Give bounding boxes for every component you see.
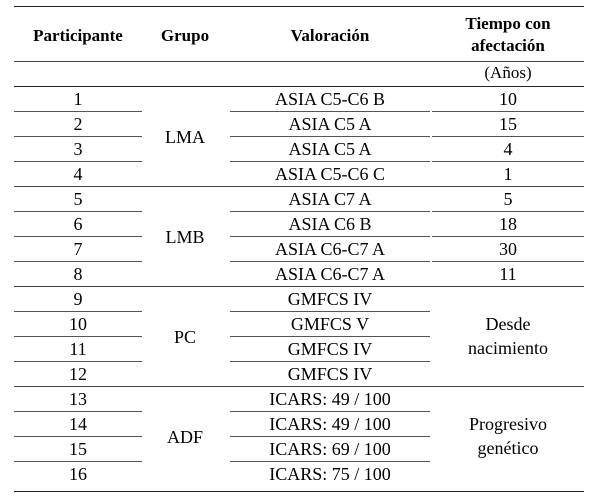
group-cell: LMA [165,127,205,147]
header-participant: Participante [33,26,123,45]
participant-cell: 15 [69,439,87,459]
time-merged-line1: Progresivo [469,414,547,434]
participant-cell: 2 [73,114,83,134]
participant-cell: 11 [69,339,87,359]
time-merged-line2: nacimiento [468,338,548,358]
participant-cell: 9 [73,289,83,309]
group-cell: ADF [166,427,203,447]
assessment-cell: GMFCS IV [287,339,373,359]
assessment-cell: ASIA C6-C7 A [274,239,386,259]
time-cell: 4 [503,139,513,159]
assessment-cell: GMFCS IV [287,364,373,384]
group-rule [14,386,584,387]
header-group: Grupo [160,26,210,45]
assessment-cell: ICARS: 75 / 100 [269,464,391,484]
participant-cell: 13 [69,389,87,409]
time-merged-line2: genético [477,438,539,458]
assessment-cell: ICARS: 69 / 100 [269,439,391,459]
time-merged-line1: Desde [485,314,531,334]
time-cell: 15 [499,114,517,134]
participant-cell: 8 [73,264,83,284]
participant-cell: 12 [69,364,87,384]
header-time-line1: Tiempo con [465,14,551,33]
header-time-line2: afectación [471,36,545,55]
assessment-cell: ASIA C5-C6 B [274,89,386,109]
time-cell: 5 [503,189,513,209]
time-cell: 30 [499,239,517,259]
time-cell: 1 [503,164,513,184]
bottom-rule [14,491,584,492]
assessment-cell: ASIA C7 A [288,189,372,209]
header-assessment: Valoración [290,26,370,45]
participant-cell: 1 [73,89,83,109]
participant-cell: 5 [73,189,83,209]
participant-cell: 16 [69,464,87,484]
assessment-cell: ICARS: 49 / 100 [269,389,391,409]
group-rule [14,186,584,187]
group-cell: LMB [165,227,205,247]
top-rule [14,6,584,7]
assessment-cell: ASIA C5 A [288,139,372,159]
table [14,6,584,492]
group-rule [14,286,584,287]
participant-cell: 6 [73,214,83,234]
time-cell: 10 [499,89,517,109]
assessment-cell: ASIA C5 A [288,114,372,134]
group-cell: PC [173,327,197,347]
assessment-cell: GMFCS V [290,314,370,334]
assessment-cell: ASIA C5-C6 C [274,164,386,184]
participant-cell: 3 [73,139,83,159]
header-time-unit: (Años) [484,63,532,82]
assessment-cell: ASIA C6-C7 A [274,264,386,284]
time-cell: 11 [499,264,517,284]
participant-cell: 7 [73,239,83,259]
participant-cell: 4 [73,164,83,184]
participant-cell: 14 [69,414,87,434]
assessment-cell: ASIA C6 B [288,214,372,234]
participant-cell: 10 [69,314,87,334]
assessment-cell: GMFCS IV [287,289,373,309]
assessment-cell: ICARS: 49 / 100 [269,414,391,434]
time-cell: 18 [499,214,517,234]
